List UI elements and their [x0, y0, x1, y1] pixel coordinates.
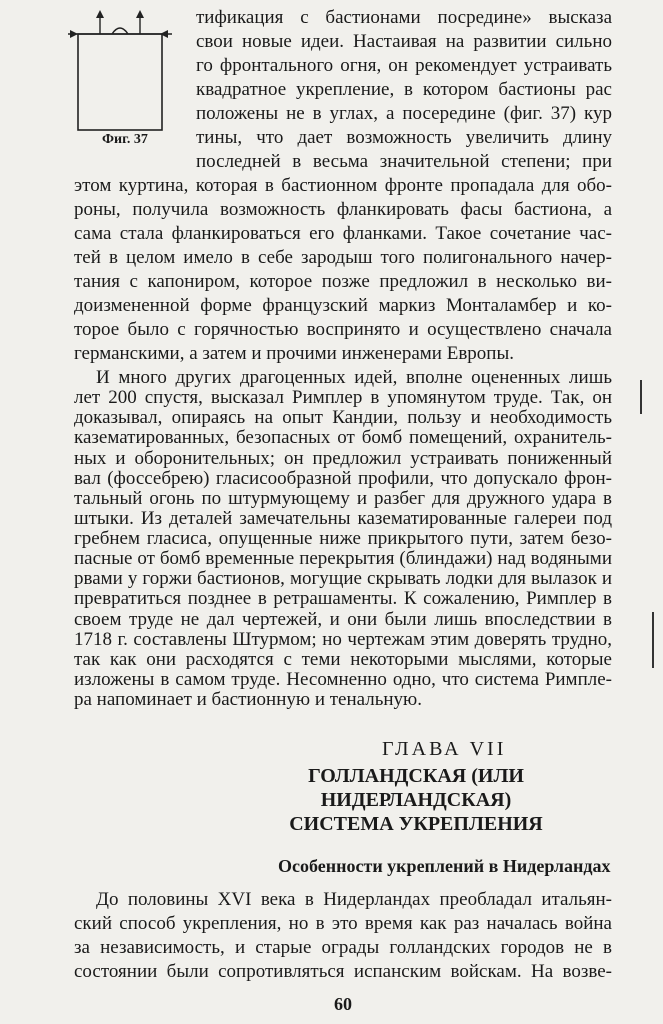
text-line: доизмененной форме французский маркиз Монталамбер и ко-: [74, 295, 612, 316]
chapter-title: [220, 764, 612, 836]
text-line: превратиться позднее в ретрашаменты. К сожалению, Римплер в: [74, 588, 612, 609]
text-line: так как они расходятся с теми некоторыми мыслями, которые: [74, 649, 612, 670]
figure-caption: Фиг. 37: [102, 132, 148, 147]
text-line: положены не в углах, а посередине (фиг. 37) кур: [196, 103, 612, 124]
text-line: вал (фоссебрею) гласисообразной профили, что допускало фрон-: [74, 468, 612, 489]
text-line: изложены в самом труде. Несомненно одно, что система Римпле-: [74, 669, 612, 690]
text-line: ных и оборонительных; он предложил устраивать пониженный: [74, 448, 612, 469]
text-line: тальный огонь по штурмующему и разбег для дружного удара в: [74, 488, 612, 509]
page-number: 60: [334, 994, 352, 1014]
chapter-title-line: СИСТЕМА УКРЕПЛЕНИЯ: [289, 813, 543, 835]
text-line: сама стала фланкироваться его фланками. Такое сочетание час-: [74, 223, 612, 244]
text-line: тания с капониром, которое позже предложил в несколько ви-: [74, 271, 612, 292]
chapter-number: ГЛАВА VII: [382, 738, 507, 760]
text-line: гребнем гласиса, опущенные ниже прикрытого пути, затем безо-: [74, 528, 612, 549]
text-line: свои новые идеи. Настаивая на развитии сильно: [196, 31, 612, 52]
text-line: последней в весьма значительной степени; при: [196, 151, 612, 172]
text-line: состоянии были сопротивляться испанским войскам. На возве-: [74, 961, 612, 982]
text-line: тины, что дает возможность увеличить длину: [196, 127, 612, 148]
text-line: И много других драгоценных идей, вполне оцененных лишь: [96, 367, 612, 388]
text-line: До половины XVI века в Нидерландах преобладал итальян-: [96, 889, 612, 910]
section-title: Особенности укреплений в Нидерландах: [278, 856, 611, 876]
text-line: казематированных, безопасных от бомб помещений, охранитель-: [74, 427, 612, 448]
text-line: тификация с бастионами посредине» высказа: [196, 7, 612, 28]
text-line: квадратное укрепление, в котором бастионы рас: [196, 79, 612, 100]
text-line: ра напоминает и бастионную и тенальную.: [74, 689, 423, 710]
chapter-title-line: ГОЛЛАНДСКАЯ (ИЛИ НИДЕРЛАНДСКАЯ): [308, 765, 524, 811]
text-line: лет 200 спустя, высказал Римплер в упомянутом труде. Так, он: [74, 387, 612, 408]
text-line: тей в целом имело в себе зародыш того полигонального начер-: [74, 247, 612, 268]
text-line: роны, получила возможность фланкировать фасы бастиона, а: [74, 199, 612, 220]
text-line: 1718 г. составлены Штурмом; но чертежам этим доверять трудно,: [74, 629, 612, 650]
text-line: за независимость, и старые ограды голландских городов не в: [74, 937, 612, 958]
text-line: доказывал, опираясь на опыт Кандии, пользу и необходимость: [74, 407, 612, 428]
text-line: рвами у горжи бастионов, могущие скрывать лодки для вылазок и: [74, 568, 612, 589]
text-line: пасные от бомб временные перекрытия (блиндажи) над водяными: [74, 548, 612, 569]
margin-mark: [640, 380, 642, 414]
margin-mark: [652, 612, 654, 668]
text-line: этом куртина, которая в бастионном фронте пропадала для обо-: [74, 175, 612, 196]
text-line: германскими, а затем и прочими инженерами Европы.: [74, 343, 514, 364]
text-line: штыки. Из деталей замечательны казематированные галереи под: [74, 508, 612, 529]
text-line: торое было с горячностью воспринято и осуществлено сначала: [74, 319, 612, 340]
text-line: своем труде не дал чертежей, и они были лишь впоследствии в: [74, 609, 612, 630]
text-line: ский способ укрепления, но в это время как раз началась война: [74, 913, 612, 934]
text-line: го фронтального огня, он рекомендует устраивать: [196, 55, 612, 76]
fortification-square-icon: [68, 8, 178, 138]
